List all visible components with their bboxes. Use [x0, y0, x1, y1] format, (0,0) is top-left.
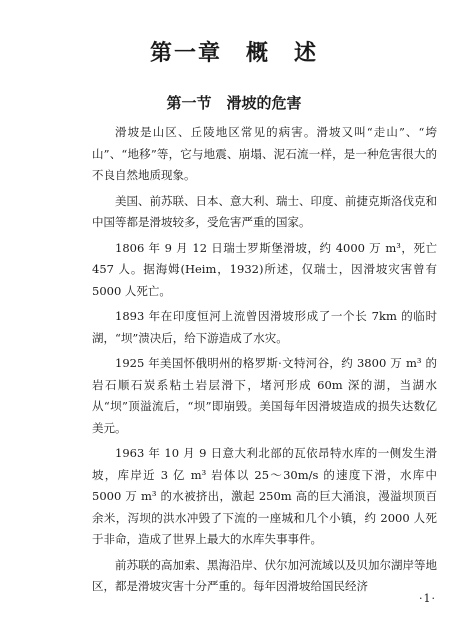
page-number: ·1·: [419, 592, 436, 605]
paragraph: 1925 年美国怀俄明州的格罗斯·文特河谷，约 3800 万 m³ 的岩石顺石炭系粘土岩层滑下，堵河形成 60m 深的湖，当湖水从“坝”顶溢流后，“坝”即崩毁。美国每年因滑坡造成的损失达数亿美元。: [92, 356, 437, 435]
paragraph: 1893 年在印度恒河上流曾因滑坡形成了一个长 7km 的临时湖，“坝”溃决后，给下游造成了水灾。: [92, 309, 437, 345]
paragraph: 美国、前苏联、日本、意大利、瑞士、印度、前捷克斯洛伐克和中国等都是滑坡较多，受危害严重的国家。: [92, 193, 437, 229]
paragraph: 滑坡是山区、丘陵地区常见的病害。滑坡又叫“走山”、“垮山”、“地移”等，它与地震、崩塌、泥石流一样，是一种危害很大的不良自然地质现象。: [92, 125, 437, 182]
chapter-title: 第一章 概 述: [149, 40, 318, 66]
paragraph: 前苏联的高加索、黑海沿岸、伏尔加河流域以及贝加尔湖岸等地区，都是滑坡灾害十分严重的。每年因滑坡给国民经济: [92, 557, 437, 593]
body-text: [92, 122, 437, 602]
section-title: 第一节 滑坡的危害: [166, 94, 302, 112]
paragraph: 1806 年 9 月 12 日瑞士罗斯堡滑坡，约 4000 万 m³，死亡 457 人。据海姆(Heim，1932)所述，仅瑞士，因滑坡灾害曾有 5000 人死亡。: [92, 240, 437, 298]
paragraph: 1963 年 10 月 9 日意大利北部的瓦依昂特水库的一侧发生滑坡，库岸近 3 亿 m³ 岩体以 25～30m/s 的速度下滑，水库中 5000 万 m³ 的水被挤出，激起 250m 高的巨大涌浪，漫溢坝顶百余米，泻坝的洪水冲毁了下流的一座城和几个小镇，约 2000 人死于非命，造成了世界上最大的水库失事事件。: [92, 446, 437, 546]
